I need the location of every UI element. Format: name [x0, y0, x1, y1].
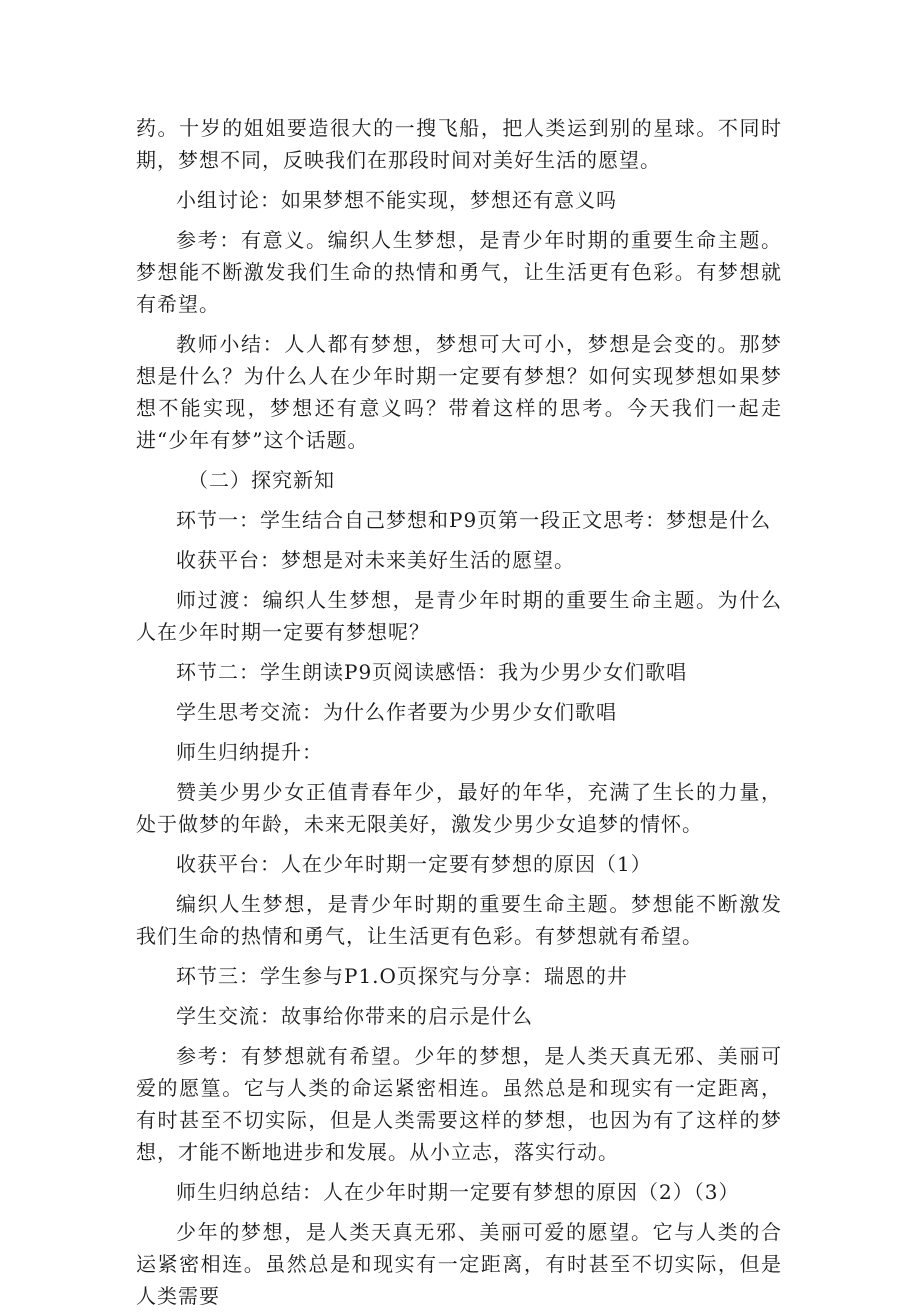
- paragraph-student-exchange: 学生交流：故事给你带来的启示是什么: [176, 1004, 533, 1028]
- paragraph-student-thinking: 学生思考交流：为什么作者要为少男少女们歌唱: [176, 700, 617, 724]
- paragraph-continuation: 药。十岁的姐姐要造很大的一搜飞船，把人类运到别的星球。不同时期，梦想不同，反映我们在那段时间对美好生活的愿望。: [136, 116, 782, 172]
- paragraph-induction-heading: 师生归纳提升：: [176, 740, 323, 764]
- paragraph-step-one: 环节一：学生结合自己梦想和P9页第一段正文思考：梦想是什么: [176, 508, 772, 532]
- paragraph-harvest-two: 收获平台：人在少年时期一定要有梦想的原因（1）: [176, 852, 652, 876]
- paragraph-dream-of-youth: 少年的梦想，是人类天真无邪、美丽可爱的愿望。它与人类的合运紧密相连。虽然总是和现实有一定距离，有时甚至不切实际，但是人类需要: [136, 1220, 782, 1308]
- paragraph-reference-two: 参考：有梦想就有希望。少年的梦想，是人类天真无邪、美丽可爱的愿篁。它与人类的命运紧密相连。虽然总是和现实有一定距离，有时甚至不切实际，但是人类需要这样的梦想，也因为有了这样的梦想，才能不断地进步和发展。从小立志，落实行动。: [136, 1044, 782, 1164]
- paragraph-step-two: 环节二：学生朗读P9页阅读感悟：我为少男少女们歌唱: [176, 660, 688, 684]
- paragraph-teacher-summary: 教师小结：人人都有梦想，梦想可大可小，梦想是会变的。那梦想是什么？为什么人在少年时期一定要有梦想？如何实现梦想如果梦想不能实现，梦想还有意义吗？带着这样的思考。今天我们一起走进“少年有梦”这个话题。: [136, 332, 782, 452]
- paragraph-reason-one: 编织人生梦想，是青少年时期的重要生命主题。梦想能不断激发我们生命的热情和勇气，让生活更有色彩。有梦想就有希望。: [136, 892, 782, 948]
- section-heading-explore: （二）探究新知: [188, 468, 335, 492]
- paragraph-group-discussion: 小组讨论：如果梦想不能实现，梦想还有意义吗: [176, 188, 617, 212]
- paragraph-step-three: 环节三：学生参与P1.O页探究与分享：瑞恩的井: [176, 964, 628, 988]
- paragraph-transition: 师过渡：编织人生梦想，是青少年时期的重要生命主题。为什么人在少年时期一定要有梦想呢？: [136, 588, 782, 644]
- paragraph-praise: 赞美少男少女正值青春年少，最好的年华，充满了生长的力量，处于做梦的年龄，未来无限美好，激发少男少女追梦的情怀。: [136, 780, 782, 836]
- paragraph-conclusion-heading: 师生归纳总结：人在少年时期一定要有梦想的原因（2）（3）: [176, 1180, 740, 1204]
- document-page: [136, 112, 782, 1312]
- paragraph-harvest-one: 收获平台：梦想是对未来美好生活的愿望。: [176, 548, 575, 572]
- paragraph-reference-answer: 参考：有意义。编织人生梦想，是青少年时期的重要生命主题。梦想能不断激发我们生命的热情和勇气，让生活更有色彩。有梦想就有希望。: [136, 228, 782, 316]
